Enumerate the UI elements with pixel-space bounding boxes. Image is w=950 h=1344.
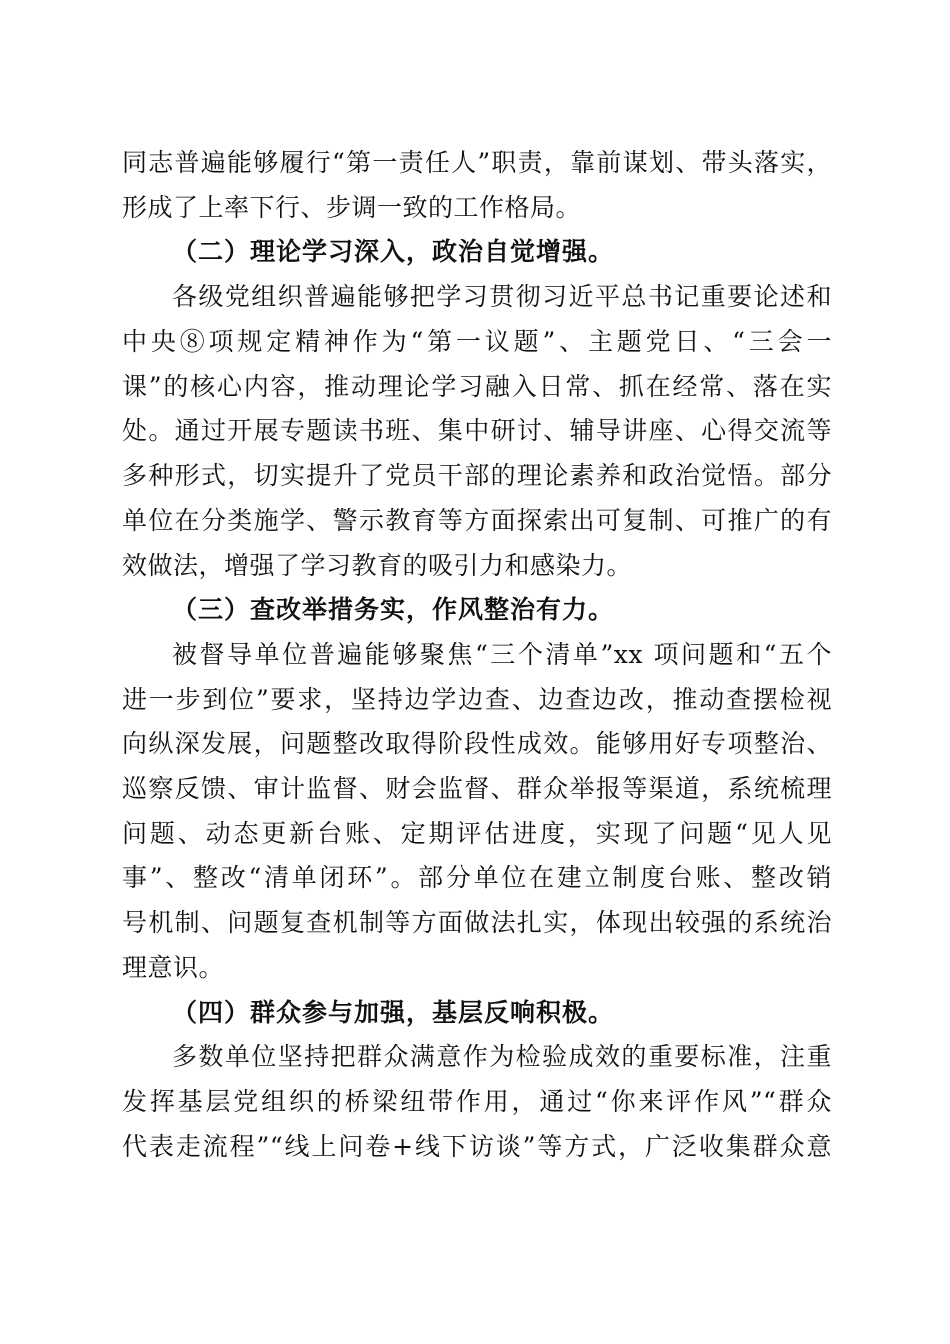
- body-line: 多数单位坚持把群众满意作为检验成效的重要标准，注重: [172, 1042, 832, 1071]
- body-line: 事”、整改“清单闭环”。部分单位在建立制度台账、整改销: [122, 863, 832, 892]
- body-line: 问题、动态更新台账、定期评估进度，实现了问题“见人见: [122, 819, 832, 848]
- body-line: 代表走流程”“线上问卷+线下访谈”等方式，广泛收集群众意: [122, 1132, 832, 1161]
- body-line: 课”的核心内容，推动理论学习融入日常、抓在经常、落在实: [122, 372, 832, 401]
- body-line: 效做法，增强了学习教育的吸引力和感染力。: [122, 551, 633, 580]
- body-line: 巡察反馈、审计监督、财会监督、群众举报等渠道，系统梳理: [122, 774, 832, 803]
- body-line: 号机制、问题复查机制等方面做法扎实，体现出较强的系统治: [122, 908, 832, 937]
- section-heading: （二）理论学习深入，政治自觉增强。: [172, 237, 615, 266]
- body-line: 中央⑧项规定精神作为“第一议题”、主题党日、“三会一: [122, 327, 832, 356]
- section-heading: （四）群众参与加强，基层反响积极。: [172, 998, 615, 1027]
- body-line: 各级党组织普遍能够把学习贯彻习近平总书记重要论述和: [172, 282, 832, 311]
- body-line: 发挥基层党组织的桥梁纽带作用，通过“你来评作风”“群众: [122, 1087, 832, 1116]
- body-line: 同志普遍能够履行“第一责任人”职责，靠前谋划、带头落实，: [122, 148, 832, 177]
- body-line: 向纵深发展，问题整改取得阶段性成效。能够用好专项整治、: [122, 729, 832, 758]
- body-line: 被督导单位普遍能够聚焦“三个清单”xx 项问题和“五个: [172, 640, 832, 669]
- body-line: 形成了上率下行、步调一致的工作格局。: [122, 193, 582, 222]
- body-line: 处。通过开展专题读书班、集中研讨、辅导讲座、心得交流等: [122, 416, 832, 445]
- body-line: 单位在分类施学、警示教育等方面探索出可复制、可推广的有: [122, 506, 832, 535]
- body-line: 进一步到位”要求，坚持边学边查、边查边改，推动查摆检视: [122, 685, 832, 714]
- section-heading: （三）查改举措务实，作风整治有力。: [172, 595, 615, 624]
- body-line: 多种形式，切实提升了党员干部的理论素养和政治觉悟。部分: [122, 461, 832, 490]
- body-line: 理意识。: [122, 953, 225, 982]
